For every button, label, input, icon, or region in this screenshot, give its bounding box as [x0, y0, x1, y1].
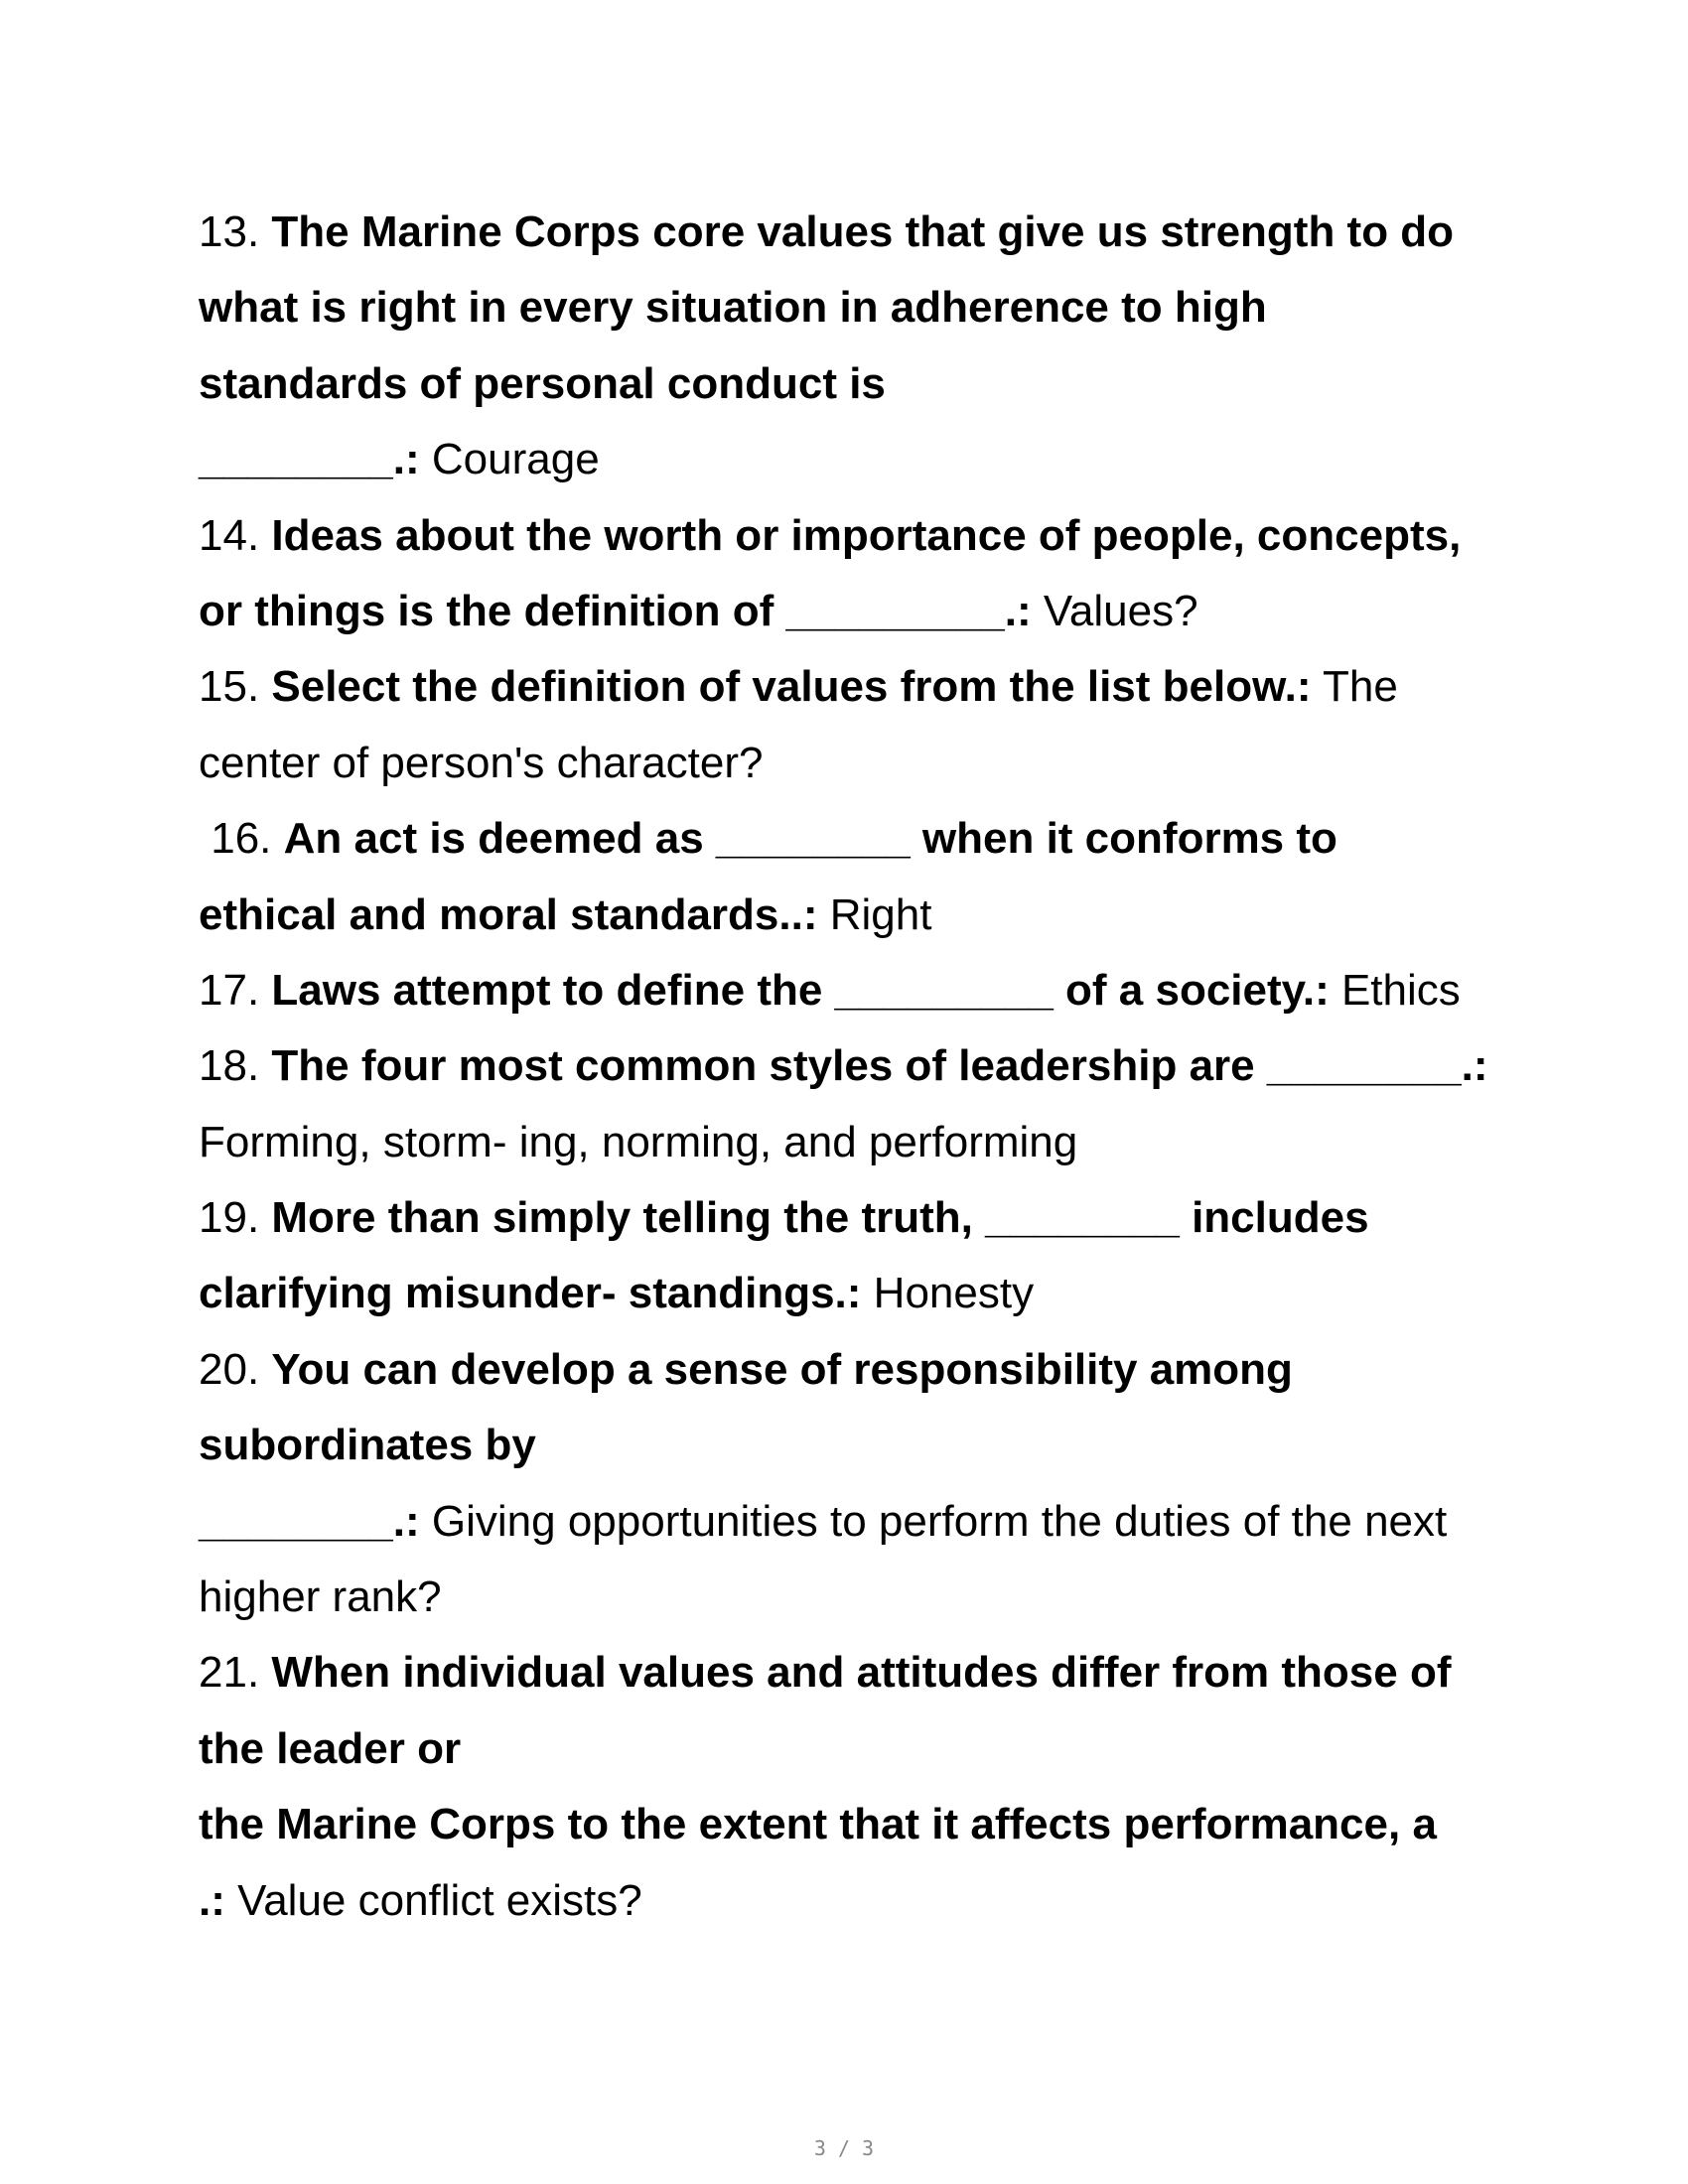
line [199, 498, 1509, 574]
question-number: 15. [199, 662, 272, 712]
question-text: the leader or [199, 1723, 462, 1773]
answer-text: Courage [419, 435, 600, 484]
question-15 [199, 649, 1509, 801]
question-text: The Marine Corps core values that give us strength to do [271, 207, 1455, 256]
line [199, 649, 1509, 725]
question-20 [199, 1332, 1509, 1636]
line [199, 726, 1509, 801]
question-text: the Marine Corps to the extent that it affects performance, a [199, 1800, 1437, 1849]
question-list [199, 195, 1509, 1939]
question-text: The four most common styles of leadership are ________.: [271, 1041, 1488, 1091]
line [199, 1180, 1509, 1256]
line [199, 1711, 1509, 1787]
question-number: 18. [199, 1041, 272, 1091]
question-16 [199, 801, 1509, 953]
answer-text: center of person's character? [199, 738, 764, 787]
line [199, 1787, 1509, 1862]
answer-text: Giving opportunities to perform the duties of the next [419, 1496, 1448, 1546]
line [199, 1635, 1509, 1710]
line [199, 270, 1509, 345]
question-text: .: [199, 1875, 225, 1925]
answer-text: Ethics [1329, 965, 1461, 1015]
question-text: Laws attempt to define the _________ of a society.: [271, 965, 1330, 1015]
line [199, 1560, 1509, 1635]
question-number: 17. [199, 965, 272, 1015]
answer-text: Right [817, 889, 932, 939]
question-number: 20. [199, 1344, 272, 1394]
line [199, 878, 1509, 953]
question-14 [199, 498, 1509, 650]
question-text: Select the definition of values from the list below.: [271, 662, 1312, 712]
line [199, 195, 1509, 270]
question-text: An act is deemed as ________ when it conforms to [283, 814, 1337, 864]
question-text: ethical and moral standards..: [199, 889, 818, 939]
line [199, 801, 1509, 877]
question-text: More than simply telling the truth, ________ includes [271, 1193, 1369, 1243]
answer-text: Honesty [861, 1269, 1035, 1318]
line [199, 422, 1509, 497]
question-text: what is right in every situation in adherence to high [199, 283, 1267, 333]
question-number: 16. [199, 814, 284, 864]
answer-text: higher rank? [199, 1572, 442, 1622]
question-text: or things is the definition of _________.: [199, 586, 1032, 635]
line [199, 953, 1509, 1028]
answer-text: The [1311, 662, 1398, 712]
question-text: subordinates by [199, 1421, 536, 1470]
answer-text: Forming, storm- ing, norming, and performing [199, 1117, 1078, 1166]
line [199, 346, 1509, 422]
line [199, 1028, 1509, 1104]
page-number: 3 / 3 [813, 2136, 875, 2160]
question-19 [199, 1180, 1509, 1332]
question-text: Ideas about the worth or importance of people, concepts, [271, 510, 1462, 560]
question-text: standards of personal conduct is [199, 358, 886, 408]
question-number: 19. [199, 1193, 272, 1243]
question-21 [199, 1635, 1509, 1939]
question-text: When individual values and attitudes differ from those of [271, 1648, 1452, 1698]
question-18 [199, 1028, 1509, 1180]
question-number: 13. [199, 207, 272, 256]
question-text: ________.: [199, 435, 420, 484]
answer-text: Value conflict exists? [224, 1875, 642, 1925]
line [199, 1408, 1509, 1483]
question-13 [199, 195, 1509, 498]
question-number: 21. [199, 1648, 272, 1698]
answer-text: Values? [1031, 586, 1198, 635]
line [199, 1256, 1509, 1331]
line [199, 1484, 1509, 1560]
line [199, 1105, 1509, 1180]
question-number: 14. [199, 510, 272, 560]
line [199, 1863, 1509, 1939]
line [199, 1332, 1509, 1408]
question-text: You can develop a sense of responsibility among [271, 1344, 1293, 1394]
question-17 [199, 953, 1509, 1028]
question-text: clarifying misunder- standings.: [199, 1269, 862, 1318]
line [199, 574, 1509, 649]
question-text: ________.: [199, 1496, 420, 1546]
